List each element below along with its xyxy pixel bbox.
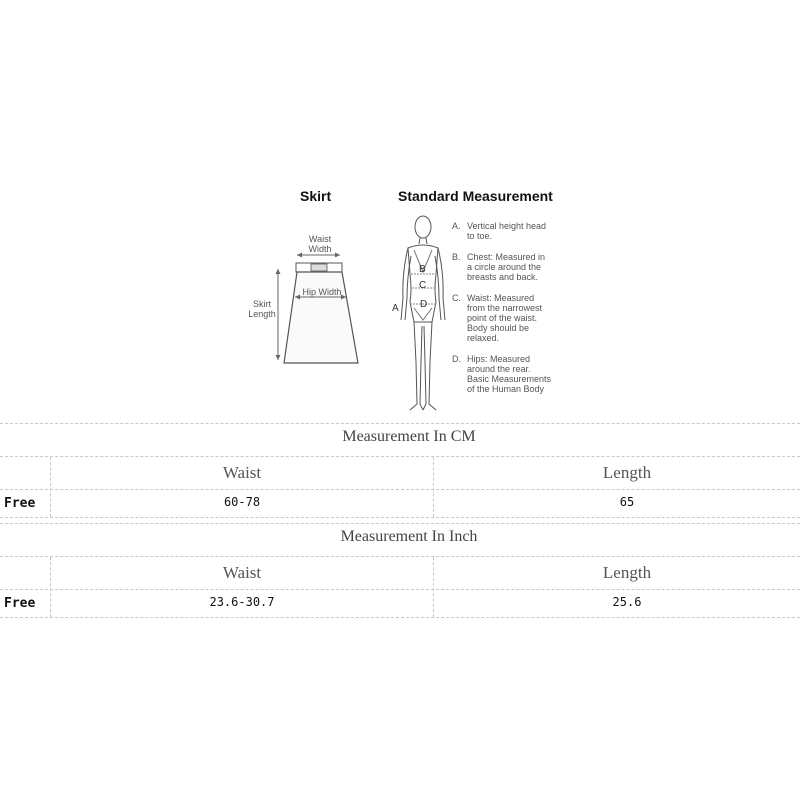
hip-width-label: Hip Width: [302, 287, 342, 297]
table-title-cm: Measurement In CM: [342, 428, 476, 445]
header-length-cm: Length: [602, 463, 652, 482]
header-length-inch: Length: [602, 563, 652, 582]
label-a: A: [392, 303, 399, 314]
label-c: C: [419, 280, 427, 291]
length-value-cm: 65: [619, 495, 635, 509]
label-d: D: [420, 299, 428, 310]
label-b: B: [419, 264, 426, 275]
body-figure-diagram: [390, 212, 450, 417]
table-title-inch: Measurement In Inch: [340, 528, 478, 545]
row-label-inch: Free: [4, 596, 36, 611]
skirt-length-label: Skirt Length: [248, 299, 276, 319]
waist-value-inch: 23.6-30.7: [209, 595, 275, 609]
standard-measurement-title: Standard Measurement: [398, 188, 553, 204]
waist-width-label: Waist Width: [308, 234, 332, 254]
length-value-inch: 25.6: [612, 595, 642, 609]
header-waist-inch: Waist: [222, 563, 262, 582]
header-waist-cm: Waist: [222, 463, 262, 482]
skirt-title: Skirt: [300, 188, 332, 204]
row-label-cm: Free: [4, 496, 36, 511]
waist-value-cm: 60-78: [223, 495, 261, 509]
